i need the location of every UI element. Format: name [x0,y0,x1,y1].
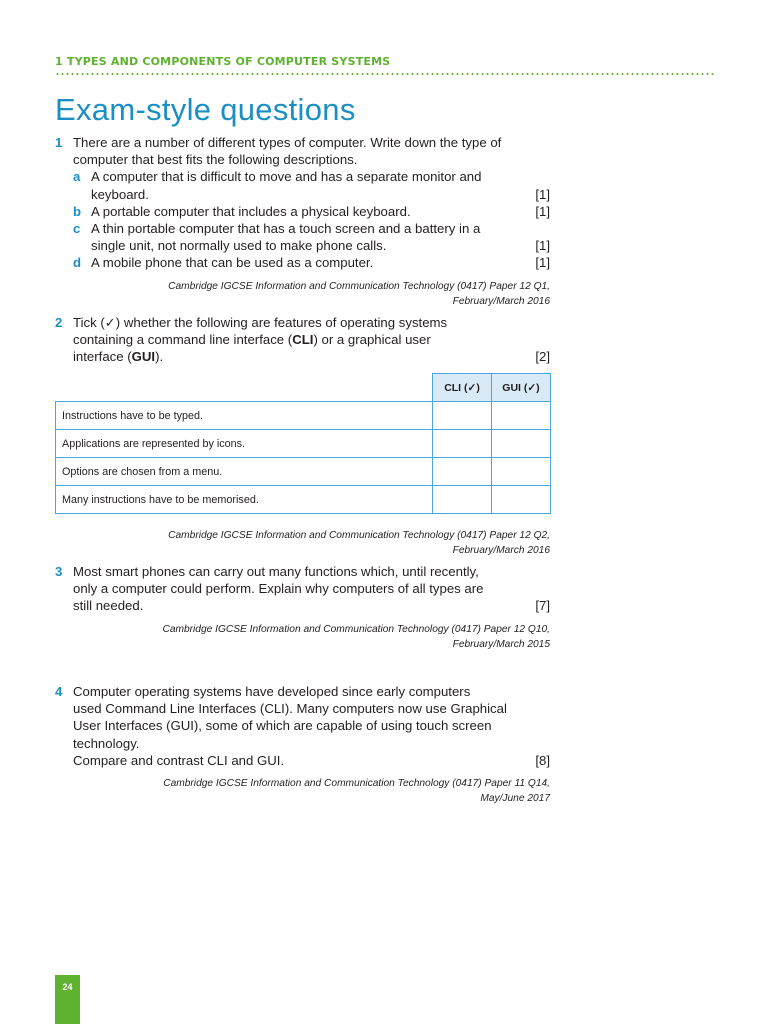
dotted-divider [55,73,715,75]
mark-allocation: [1] [535,186,550,202]
question-4 [55,683,550,769]
question-2 [55,314,550,366]
citation-line: February/March 2016 [452,296,550,307]
row-label: Many instructions have to be memorised. [56,486,433,514]
citation-line: May/June 2017 [480,793,550,804]
part-letter: a [73,169,81,185]
question-text-line: interface (GUI). [2] [73,349,550,365]
tick-cell-gui[interactable] [492,486,551,514]
question-1 [55,134,550,272]
page-title: Exam-style questions [55,92,356,127]
citation-q3 [120,622,550,652]
question-part-d [73,254,550,271]
question-number: 4 [55,684,63,699]
question-number: 3 [55,564,63,579]
part-text-line: A mobile phone that can be used as a computer. [91,255,374,271]
question-part-c [73,220,550,254]
question-number: 1 [55,135,63,150]
page-number-badge [55,975,80,1024]
mark-allocation: [2] [535,349,550,365]
column-header-cli: CLI (✓) [433,374,492,402]
part-text-line: A computer that is difficult to move and has a separate monitor and [91,169,482,185]
part-text-line: A portable computer that includes a physical keyboard. [91,203,411,219]
question-number: 2 [55,315,63,330]
citation-line: February/March 2016 [452,545,550,556]
page-number: 24 [62,982,73,992]
part-letter: d [73,255,82,271]
mark-allocation: [1] [535,255,550,271]
question-text-line: technology. [73,735,140,751]
question-3 [55,563,550,615]
question-text-line: User Interfaces (GUI), some of which are capable of using touch screen [73,718,492,734]
row-label: Options are chosen from a menu. [56,458,433,486]
part-letter: b [73,203,82,219]
citation-line: Cambridge IGCSE Information and Communication Technology (0417) Paper 12 Q10, [162,624,550,635]
column-header-gui: GUI (✓) [492,374,551,402]
table-row [56,430,551,458]
tick-cell-cli[interactable] [433,402,492,430]
citation-q2 [120,528,550,558]
tick-cell-gui[interactable] [492,402,551,430]
part-text-line: single unit, not normally used to make phone calls. [91,238,387,254]
citation-q1 [120,279,550,309]
tick-cell-cli[interactable] [433,430,492,458]
citation-line: Cambridge IGCSE Information and Communication Technology (0417) Paper 12 Q1, [168,281,550,292]
table-row [56,458,551,486]
question-text-line: There are a number of different types of computer. Write down the type of [73,135,502,150]
question-text-line: containing a command line interface (CLI) or a graphical user [73,332,431,348]
part-letter: c [73,221,81,237]
question-text-line: used Command Line Interfaces (CLI). Many computers now use Graphical [73,701,507,717]
row-label: Instructions have to be typed. [56,402,433,430]
tick-cell-gui[interactable] [492,430,551,458]
mark-allocation: [7] [535,598,550,614]
tick-cell-gui[interactable] [492,458,551,486]
question-part-a [73,168,550,202]
citation-line: Cambridge IGCSE Information and Communication Technology (0417) Paper 12 Q2, [168,530,550,541]
question-text-line: Computer operating systems have developed since early computers [73,684,471,699]
table-header-row [56,374,551,402]
mark-allocation: [1] [535,238,550,254]
mark-allocation: [1] [535,203,550,219]
citation-line: Cambridge IGCSE Information and Communication Technology (0417) Paper 11 Q14, [163,778,550,789]
tick-table [55,373,551,514]
question-text-line: still needed. [7] [73,598,550,614]
question-text-line: computer that best fits the following descriptions. [73,152,358,168]
question-part-b [73,203,550,220]
table-corner [56,374,433,402]
row-label: Applications are represented by icons. [56,430,433,458]
tick-cell-cli[interactable] [433,486,492,514]
part-text-line: keyboard. [91,186,149,202]
part-text-line: A thin portable computer that has a touch screen and a battery in a [91,221,481,237]
question-text-line: Compare and contrast CLI and GUI. [8] [73,752,550,768]
table-row [56,402,551,430]
table-row [56,486,551,514]
question-text-line: Tick (✓) whether the following are features of operating systems [73,315,448,330]
tick-cell-cli[interactable] [433,458,492,486]
citation-line: February/March 2015 [452,639,550,650]
question-text-line: only a computer could perform. Explain why computers of all types are [73,581,484,597]
citation-q4 [120,776,550,806]
chapter-header: 1 TYPES AND COMPONENTS OF COMPUTER SYSTEMS [55,55,391,68]
mark-allocation: [8] [535,752,550,768]
question-text-line: Most smart phones can carry out many functions which, until recently, [73,564,479,579]
